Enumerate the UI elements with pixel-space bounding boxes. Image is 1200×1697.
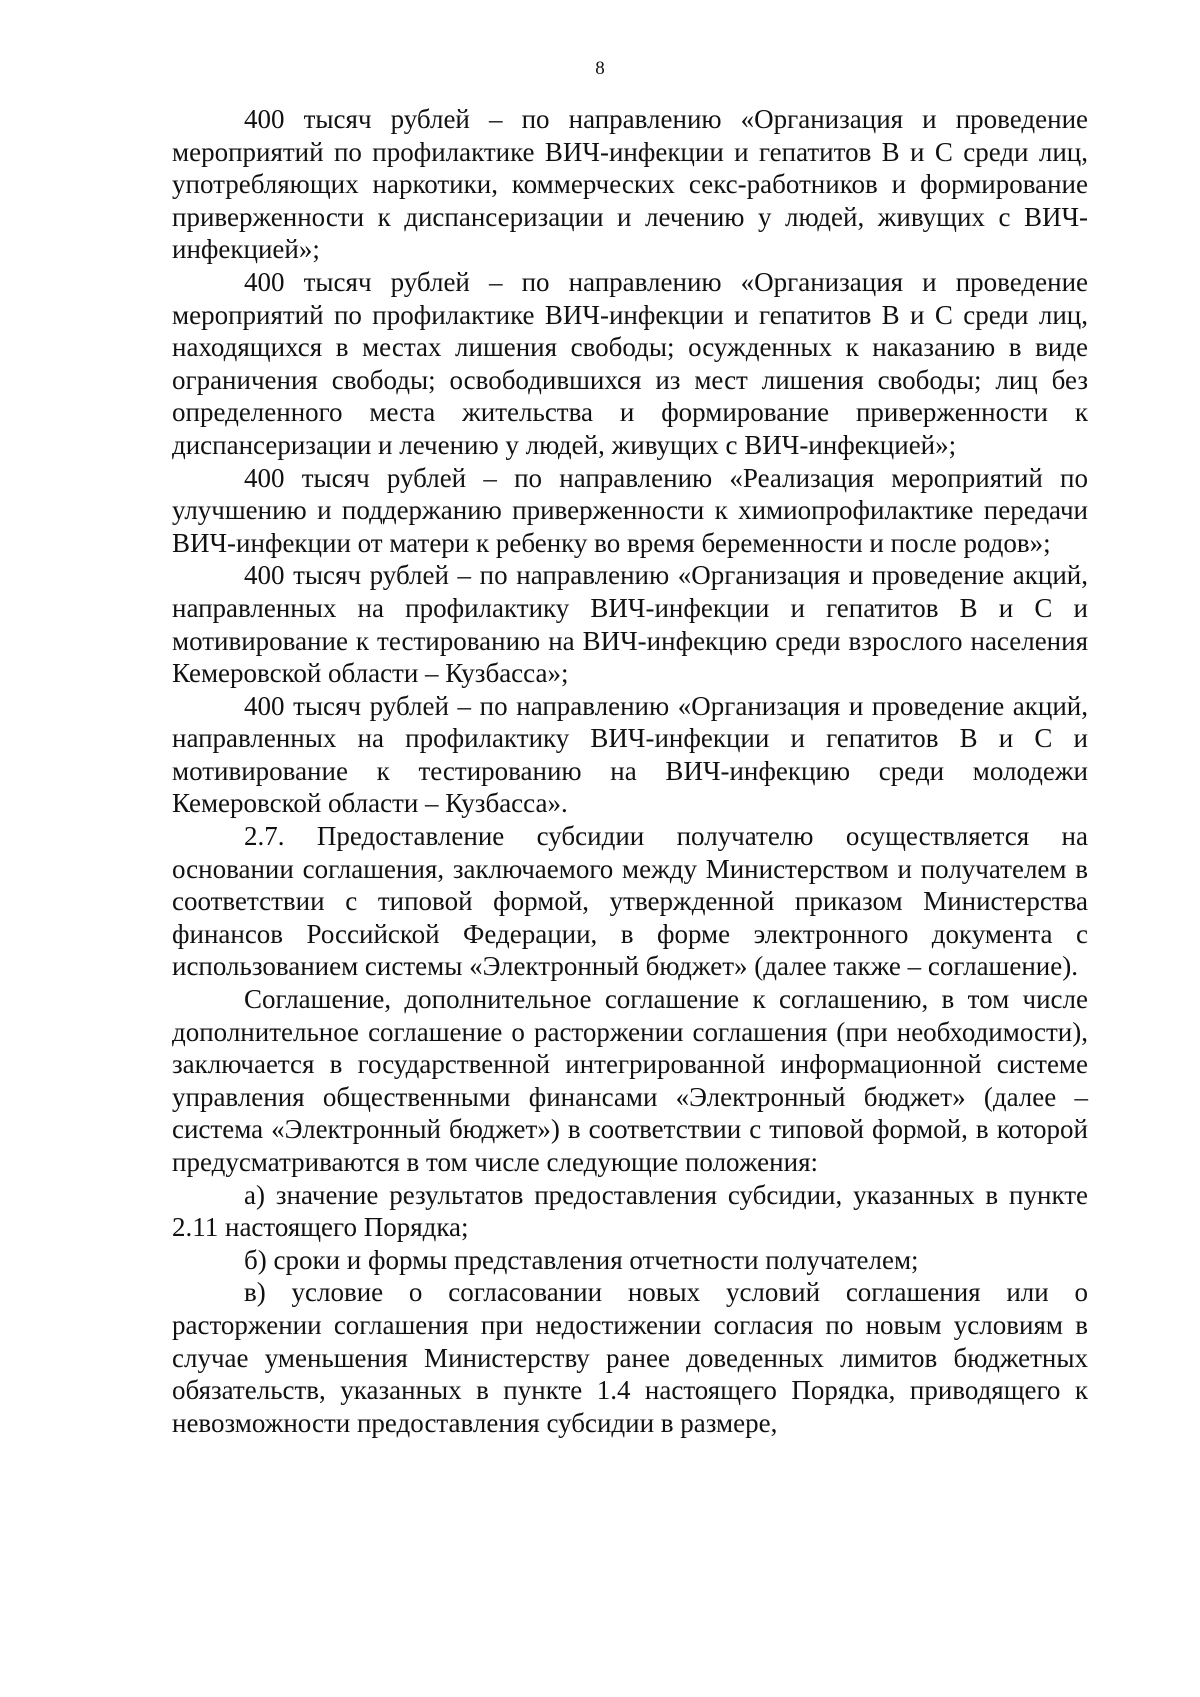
page-number: 8: [595, 58, 605, 79]
paragraph-funding-youth-testing: 400 тысяч рублей – по направлению «Организация и проведение акций, направленных на профилактику ВИЧ-инфекции и гепатитов В и С и мотивирование к тестированию на ВИЧ-инфекцию среди молодежи Кемеровской области – Кузбасса».: [172, 690, 1088, 819]
paragraph-agreement: Соглашение, дополнительное соглашение к соглашению, в том числе дополнительное соглашение о расторжении соглашения (при необходимости), заключается в государственной интегрированной информационной системе управления общественными финансами «Электронный бюджет» (далее – система «Электронный бюджет») в соответствии с типовой формой, в которой предусматриваются в том числе следующие положения:: [172, 984, 1088, 1177]
list-item-a: а) значение результатов предоставления субсидии, указанных в пункте 2.11 настоящего Порядка;: [172, 1179, 1088, 1243]
paragraph-funding-mother-child: 400 тысяч рублей – по направлению «Реализация мероприятий по улучшению и поддержанию приверженности к химиопрофилактике передачи ВИЧ-инфекции от матери к ребенку во время беременности и после родов»;: [172, 462, 1088, 558]
document-body: [172, 103, 1088, 1439]
paragraph-funding-adult-testing: 400 тысяч рублей – по направлению «Организация и проведение акций, направленных на профилактику ВИЧ-инфекции и гепатитов В и С и мотивирование к тестированию на ВИЧ-инфекцию среди взрослого населения Кемеровской области – Кузбасса»;: [172, 560, 1088, 689]
paragraph-funding-detention: 400 тысяч рублей – по направлению «Организация и проведение мероприятий по профилактике ВИЧ-инфекции и гепатитов В и С среди лиц, находящихся в местах лишения свободы; осужденных к наказанию в виде ограничения свободы; освободившихся из мест лишения свободы; лиц без определенного места жительства и формирование приверженности к диспансеризации и лечению у людей, живущих с ВИЧ-инфекцией»;: [172, 266, 1088, 460]
list-item-b: б) сроки и формы представления отчетности получателем;: [244, 1244, 919, 1275]
list-item-v: в) условие о согласовании новых условий соглашения или о расторжении соглашения при недостижении согласия по новым условиям в случае уменьшения Министерству ранее доведенных лимитов бюджетных обязательств, указанных в пункте 1.4 настоящего Порядка, приводящего к невозможности предоставления субсидии в размере,: [172, 1277, 1088, 1438]
paragraph-2-7: 2.7. Предоставление субсидии получателю осуществляется на основании соглашения, заключаемого между Министерством и получателем в соответствии с типовой формой, утвержденной приказом Министерства финансов Российской Федерации, в форме электронного документа с использованием системы «Электронный бюджет» (далее также – соглашение).: [172, 821, 1088, 982]
paragraph-funding-drug-users: 400 тысяч рублей – по направлению «Организация и проведение мероприятий по профилактике ВИЧ-инфекции и гепатитов В и С среди лиц, употребляющих наркотики, коммерческих секс-работников и формирование приверженности к диспансеризации и лечению у людей, живущих с ВИЧ-инфекцией»;: [172, 104, 1088, 265]
